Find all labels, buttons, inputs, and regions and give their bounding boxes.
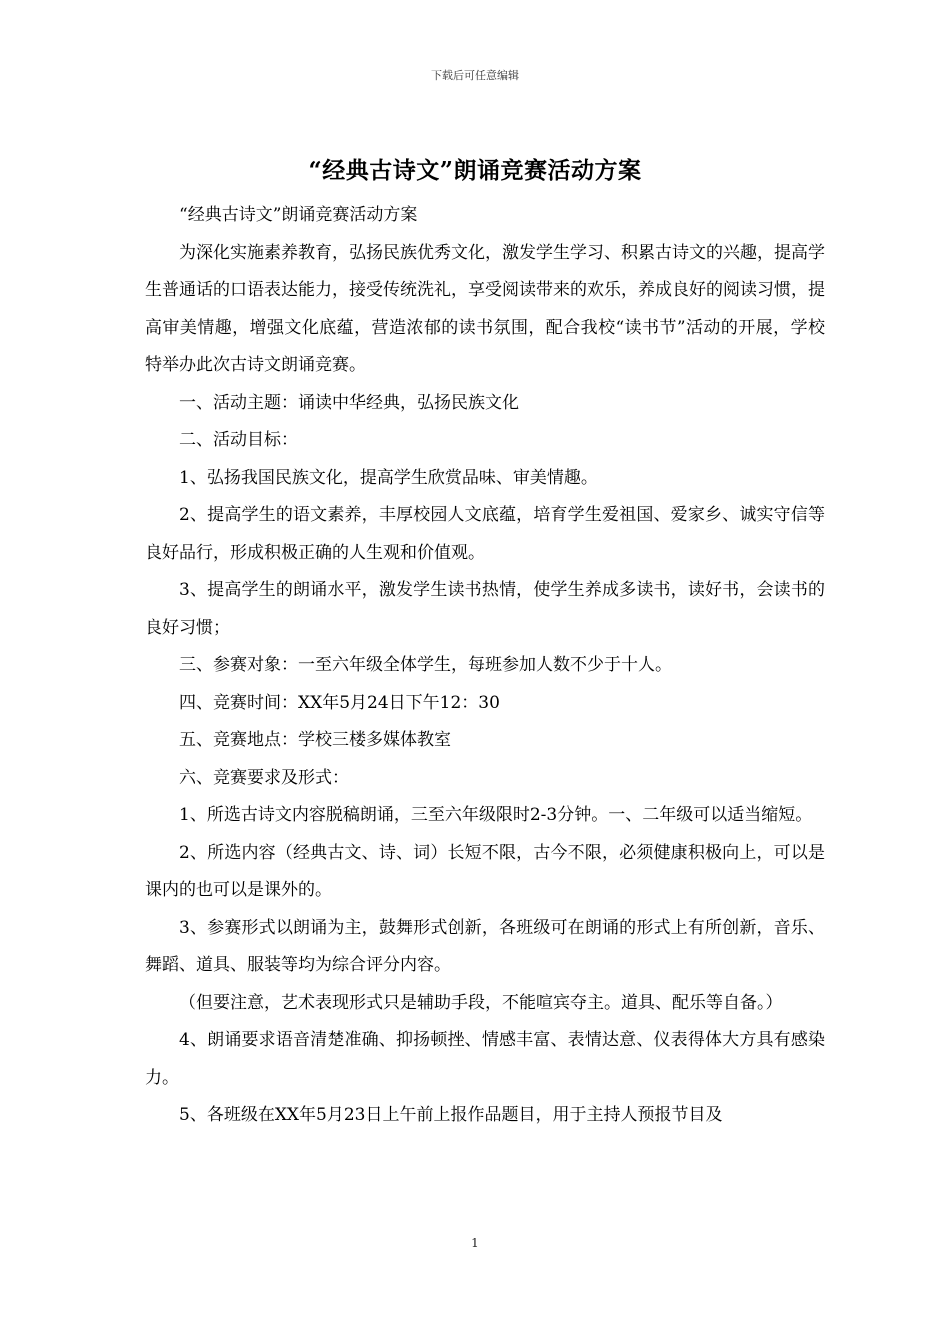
paragraph-requirement-3: 3、参赛形式以朗诵为主，鼓舞形式创新，各班级可在朗诵的形式上有所创新，音乐、舞蹈、道具、服装等均为综合评分内容。 [145,917,825,975]
paragraph-goal-3: 3、提高学生的朗诵水平，激发学生读书热情，使学生养成多读书，读好书，会读书的良好习惯； [145,580,825,638]
paragraph-requirement-5: 5、各班级在XX年5月23日上午前上报作品题目，用于主持人预报节目及 [179,1105,723,1125]
paragraph-theme: 一、活动主题：诵读中华经典，弘扬民族文化 [179,392,519,413]
paragraph-requirement-1: 1、所选古诗文内容脱稿朗诵，三至六年级限时2-3分钟。一、二年级可以适当缩短。 [179,805,813,825]
paragraph-requirements-heading: 六、竞赛要求及形式： [179,767,349,788]
header-note: 下载后可任意编辑 [431,69,519,82]
paragraph-requirement-4: 4、朗诵要求语音清楚准确、抑扬顿挫、情感丰富、表情达意、仪表得体大方具有感染力。 [145,1030,825,1088]
paragraph-requirement-2: 2、所选内容（经典古文、诗、词）长短不限，古今不限，必须健康积极向上，可以是课内的也可以是课外的。 [145,842,825,900]
paragraph-goal-2: 2、提高学生的语文素养，丰厚校园人文底蕴，培育学生爱祖国、爱家乡、诚实守信等良好品行，形成积极正确的人生观和价值观。 [145,505,825,563]
paragraph-location: 五、竞赛地点：学校三楼多媒体教室 [179,730,451,750]
document-body [145,197,825,1135]
paragraph-goals-heading: 二、活动目标： [179,430,298,450]
page-number: 1 [471,1236,479,1250]
paragraph-intro: 为深化实施素养教育，弘扬民族优秀文化，激发学生学习、积累古诗文的兴趣，提高学生普通话的口语表达能力，接受传统洗礼，享受阅读带来的欢乐，养成良好的阅读习惯，提高审美情趣，增强文化底蕴，营造浓郁的读书氛围，配合我校“读书节”活动的开展，学校特举办此次古诗文朗诵竞赛。 [145,242,825,375]
paragraph-note: （但要注意，艺术表现形式只是辅助手段，不能喧宾夺主。道具、配乐等自备。） [179,992,783,1013]
paragraph-subtitle: “经典古诗文”朗诵竞赛活动方案 [179,205,418,225]
paragraph-participants: 三、参赛对象：一至六年级全体学生，每班参加人数不少于十人。 [179,655,672,675]
paragraph-time: 四、竞赛时间：XX年5月24日下午12：30 [179,692,500,713]
document-title: “经典古诗文”朗诵竞赛活动方案 [308,157,642,184]
paragraph-goal-1: 1、弘扬我国民族文化，提高学生欣赏品味、审美情趣。 [179,467,598,488]
